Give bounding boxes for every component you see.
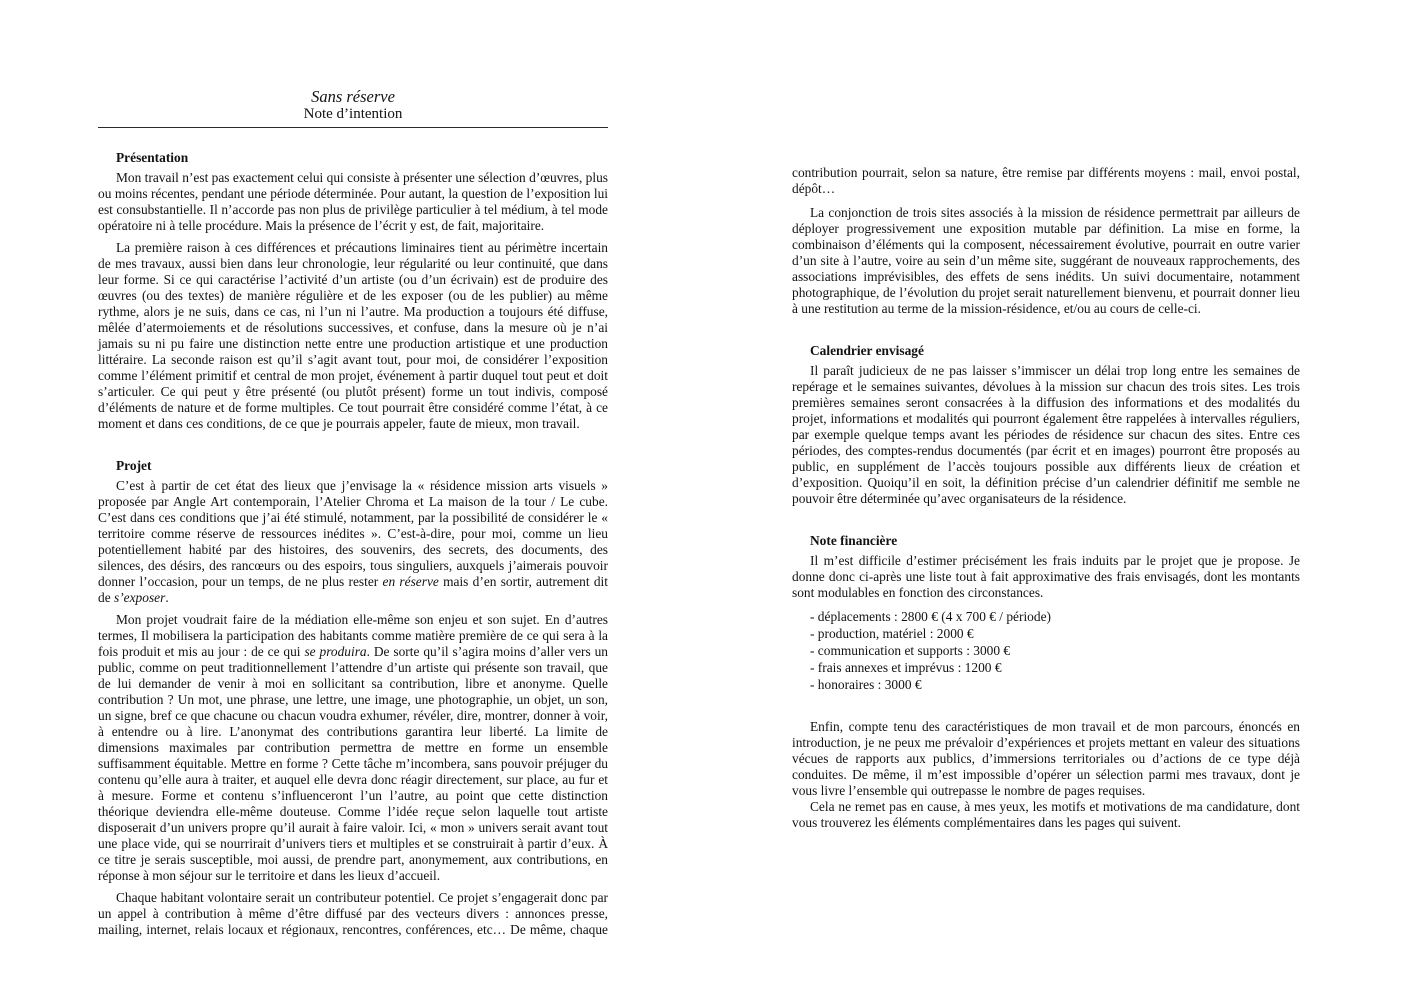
text-segment: Mon projet voudrait faire de la médiation elle-même son enjeu et son sujet. En d’autres termes, Il mobilisera la participation des habitants comme matière première de ce qui sera à la fois produit et mis au jour : de ce qui: [98, 612, 608, 659]
italic-segment-en-reserve: en réserve: [382, 574, 439, 589]
right-column: [792, 165, 1300, 831]
header-rule: [98, 127, 608, 128]
paragraph-finance-1: Il m’est difficile d’estimer précisément les frais induits par le projet que je propose. Je donne donc ci-après une liste tout à fait approximative des frais envisagés, dont les montants sont modulables en fonction des circonstances.: [792, 553, 1300, 600]
section-heading-presentation: Présentation: [116, 150, 189, 165]
document-header: [98, 88, 608, 128]
budget-item-production: - production, matériel : 2000 €: [810, 626, 974, 641]
text-segment: .: [165, 590, 169, 605]
section-heading-projet: Projet: [116, 458, 152, 473]
budget-item-deplacements: - déplacements : 2800 € (4 x 700 € / période): [810, 609, 1051, 624]
paragraph-presentation-1: Mon travail n’est pas exactement celui qui consiste à présenter une sélection d’œuvres, plus ou moins récentes, pendant une période déterminée. Pour autant, la question de l’exposition lui est consubstantielle. Il n’accorde pas non plus de privilège particulier à tel médium, à tel mode opératoire ni à telle procédure. Mais la présence de l’écrit y est, de fait, majoritaire.: [98, 170, 608, 233]
paragraph-conclusion-2: Cela ne remet pas en cause, à mes yeux, les motifs et motivations de ma candidature, dont vous trouverez les éléments complémentaires dans les pages qui suivent.: [792, 799, 1300, 830]
paragraph-projet-3: Chaque habitant volontaire serait un contributeur potentiel. Ce projet s’engagerait donc par un appel à contribution à même d’être diffusé par des vecteurs divers : annonces presse, mailing, internet, relais locaux et régionaux, rencontres, conférences, etc… De même, chaque: [98, 890, 608, 937]
document-subtitle: Note d’intention: [303, 106, 403, 122]
paragraph-conclusion-1: Enfin, compte tenu des caractéristiques de mon travail et de mon parcours, énoncés en introduction, je ne peux me prévaloir d’expériences et projets mettant en valeur des situations vécues de rapports aux publics, d’immersions territoriales ou d’actions de ce type déjà conduites. De même, il m’est impossible d’opérer un sélection parmi mes travaux, dont je vous livre l’ensemble qui outrepasse le nombre de pages requises.: [792, 719, 1300, 798]
budget-item-honoraires: - honoraires : 3000 €: [810, 677, 922, 692]
paragraph-projet-1: [98, 478, 608, 606]
italic-segment-se-produira: se produira: [304, 644, 367, 659]
paragraph-presentation-2: La première raison à ces différences et précautions liminaires tient au périmètre incertain de mes travaux, aussi bien dans leur chronologie, leur régularité ou leur continuité, que dans leur forme. Si ce qui caractérise l’activité d’un artiste (ou d’un écrivain) est de produire des œuvres (ou des textes) de manière régulière et de les exposer (ou de les publier) au même rythme, alors je ne suis, dans ce cas, ni l’un ni l’autre. Ma production a toujours été diffuse, mêlée d’atermoiements et de résolutions successives, et confuse, dans la mesure où je n’ai jamais su ni pu faire une distinction nette entre une production artistique et une production littéraire. La seconde raison est qu’il s’agit avant tout, pour moi, de considérer l’exposition comme l’élément primitif et central de mon projet, événement à partir duquel tout peut et doit s’articuler. Ce qui peut y être présenté (ou plutôt présent) forme un tout indivis, composé d’éléments de nature et de forme multiples. Ce tout pourrait être considéré comme l’état, à ce moment et dans ces conditions, de ce que je pourrais appeler, faute de mieux, mon travail.: [98, 240, 608, 431]
paragraph-projet-2: [98, 612, 608, 884]
budget-item-communication: - communication et supports : 3000 €: [810, 643, 1011, 658]
italic-segment-s-exposer: s’exposer: [114, 590, 166, 605]
text-segment: C’est à partir de cet état des lieux que j’envisage la « résidence mission arts visuels » proposée par Angle Art contemporain, l’Atelier Chroma et La maison de la tour / Le cube. C’est dans ces conditions que j’ai été stimulé, notamment, par la possibilité de considérer le « territoire comme réserve de ressources inédites ». C’est-à-dire, pour moi, comme un lieu potentiellement habité par des histoires, des souvenirs, des secrets, des documents, des silences, des désirs, des rancœurs ou des espoirs, tous singuliers, auxquels j’aimerais pouvoir donner l’occasion, pour un temps, de ne plus rester: [98, 478, 608, 589]
paragraph-calendrier-1: Il paraît judicieux de ne pas laisser s’immiscer un délai trop long entre les semaines de repérage et le semaines suivantes, dévolues à la mission sur chacun des trois sites. Les trois premières semaines seront consacrées à la diffusion des informations et des modalités du projet, informations et modalités qui pourront également être rappelées à intervalles réguliers, par exemple quelque temps avant les périodes de résidence sur chacun des sites. Entre ces périodes, des comptes-rendus documentés (par écrit et en images) pourront être proposés au public, en supplément de l’accès toujours possible aux différents lieux de création et d’exposition. Quoiqu’il en soit, la définition précise d’un calendrier définitif me semble ne pouvoir être déterminée qu’avec organisateurs de la résidence.: [792, 363, 1300, 506]
section-heading-note-financiere: Note financière: [810, 533, 898, 548]
budget-list: [792, 608, 1300, 693]
document-title: Sans réserve: [311, 87, 395, 106]
left-column: [98, 88, 608, 938]
paragraph-projet-4: La conjonction de trois sites associés à la mission de résidence permettrait par ailleurs de déployer progressivement une exposition mutable par définition. La mise en forme, la combinaison d’éléments qui la composent, nécessairement évolutive, pourrait en outre varier d’un site à l’autre, voire au sein d’un même site, suggérant de nouveaux rapprochements, des associations imprévisibles, des effets de sens inédits. Un suivi documentaire, notamment photographique, de l’évolution du projet serait naturellement bienvenu, et pourrait donner lieu à une restitution au terme de la mission-résidence, et/ou au cours de celle-ci.: [792, 205, 1300, 316]
paragraph-projet-3-continued: contribution pourrait, selon sa nature, être remise par différents moyens : mail, envoi postal, dépôt…: [792, 165, 1300, 196]
section-heading-calendrier: Calendrier envisagé: [810, 343, 924, 358]
budget-item-frais-annexes: - frais annexes et imprévus : 1200 €: [810, 660, 1002, 675]
text-segment: . De sorte qu’il s’agira moins d’aller vers un public, comme on peut traditionnellement l’attendre d’un artiste qui présente son travail, que de lui demander de venir à moi en sollicitant sa contribution, libre et anonyme. Quelle contribution ? Un mot, une phrase, une lettre, une image, une photographie, un objet, un son, un signe, bref ce que chacune ou chacun voudra exhumer, révéler, dire, montrer, donner à voir, à entendre ou à lire. L’anonymat des contributions garantira leur liberté. La limite de dimensions maximales par contribution permettra de mettre en forme un ensemble suffisamment équitable. Mettre en forme ? Cette tâche m’incombera, sans pouvoir préjuger du contenu qu’elle aura à traiter, et auquel elle devra donc réagir directement, sur place, au fur et à mesure. Forme et contenu s’influenceront l’un l’autre, au point que cette distinction théorique deviendra elle-même douteuse. Comme l’idée reçue selon laquelle tout artiste disposerait d’un univers propre qu’il aurait à faire valoir. Ici, « mon » univers serait avant tout une place vide, qui se nourrirait d’univers tiers et multiples et se construirait à partir d’eux. À ce titre je serais susceptible, moi aussi, de prendre part, anonymement, aux contributions, en réponse à mon séjour sur le territoire et dans les lieux d’accueil.: [98, 644, 608, 883]
text-segment: mais d’en sortir, autrement dit de: [98, 574, 608, 605]
